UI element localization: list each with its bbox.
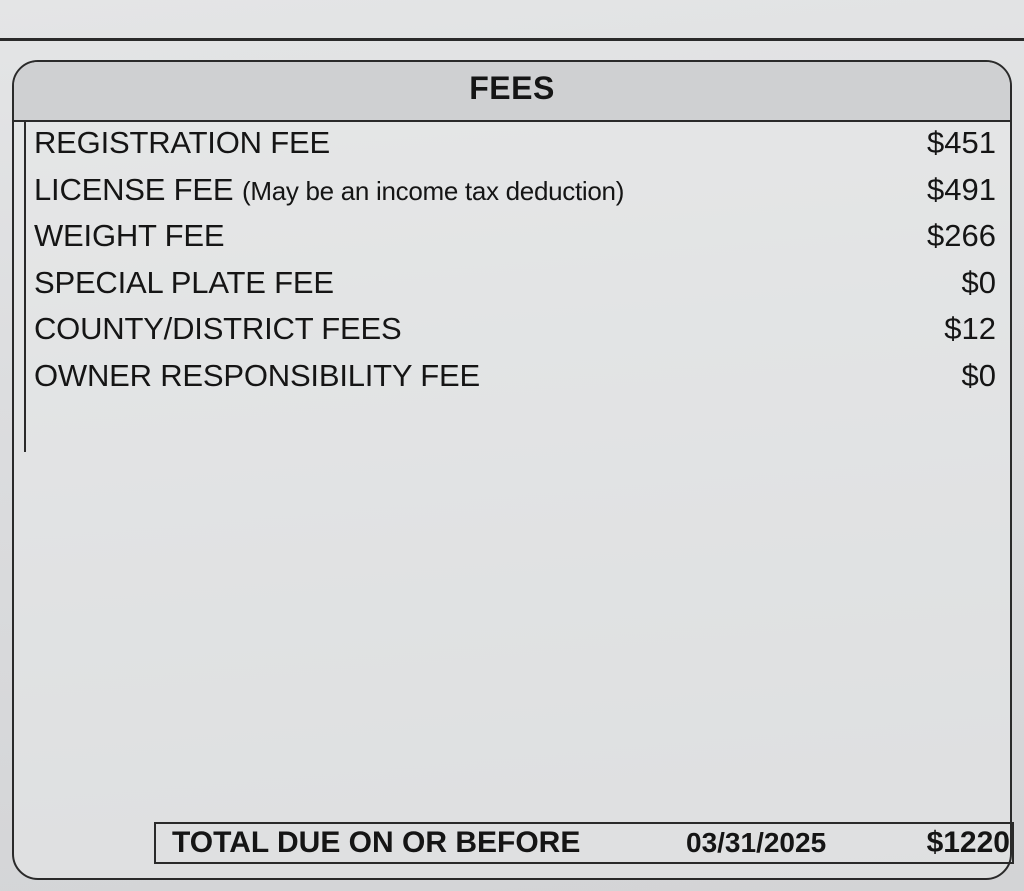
fee-row-county-district (26, 306, 1010, 353)
fee-label: LICENSE FEE (34, 171, 234, 207)
fee-amount: $266 (927, 218, 996, 253)
total-due-bar (154, 822, 1014, 864)
fee-label: SPECIAL PLATE FEE (34, 264, 334, 300)
fee-list (24, 120, 1010, 452)
fee-amount: $0 (961, 264, 996, 300)
fee-label: REGISTRATION FEE (34, 125, 330, 160)
fee-row-weight (26, 213, 1010, 260)
fees-title: FEES (469, 70, 555, 106)
total-label: TOTAL DUE ON OR BEFORE (172, 826, 581, 859)
fee-amount: $12 (944, 311, 996, 346)
fee-amount: $451 (927, 125, 996, 160)
fee-label: OWNER RESPONSIBILITY FEE (34, 357, 480, 393)
fee-amount: $491 (927, 171, 996, 207)
fee-row-registration (26, 120, 1010, 167)
fee-row-owner-responsibility (26, 353, 1010, 400)
total-amount: $1220 (926, 826, 1010, 859)
fees-panel (12, 60, 1012, 880)
fee-label: WEIGHT FEE (34, 218, 225, 253)
fee-label: COUNTY/DISTRICT FEES (34, 311, 402, 346)
fee-row-special-plate (26, 260, 1010, 307)
fee-amount: $0 (961, 357, 996, 393)
top-divider (0, 38, 1024, 41)
fees-header (14, 62, 1010, 122)
fee-row-license (26, 167, 1010, 214)
total-due-date: 03/31/2025 (686, 827, 827, 858)
fee-note: (May be an income tax deduction) (242, 175, 625, 206)
